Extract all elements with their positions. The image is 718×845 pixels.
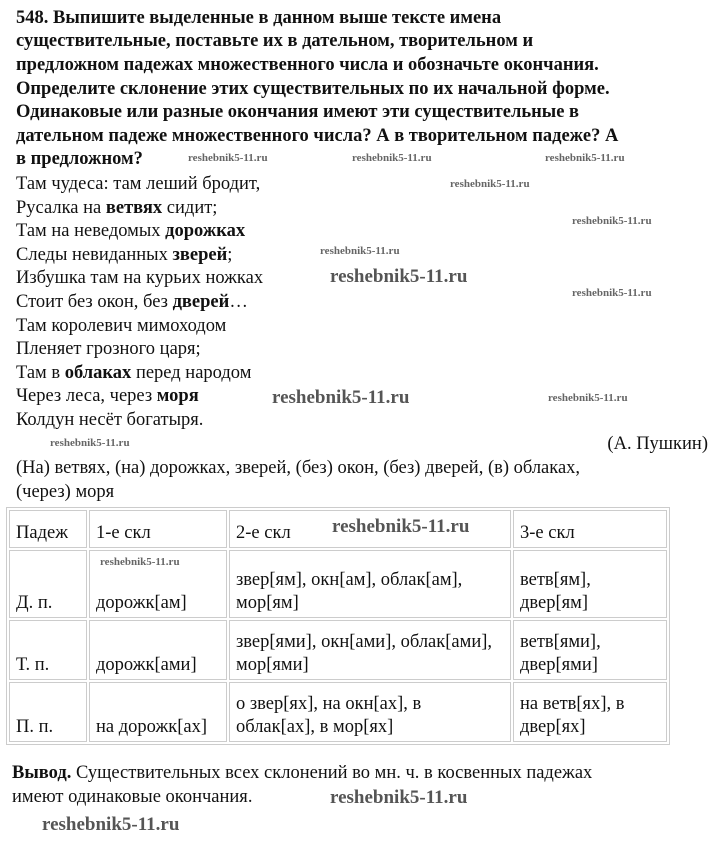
highlighted-word: моря: [156, 386, 199, 407]
declension-table: [6, 507, 670, 745]
header-text: 1-е скл: [96, 523, 151, 543]
conclusion-text: Существительных всех склонений во мн. ч. в косвенных падежах: [71, 763, 593, 783]
poem-text: Там королевич мимоходом: [16, 315, 227, 336]
poem-line: [16, 220, 245, 242]
task-line: существительные, поставьте их в дательном, творительном и: [16, 31, 534, 51]
poem-text: Через леса, через: [16, 386, 157, 407]
cell-text: звер[ям], окн[ам], облак[ам], мор[ям]: [236, 570, 463, 613]
conclusion: [12, 762, 592, 784]
poem-line: [16, 244, 232, 266]
watermark: reshebnik5-11.ru: [545, 152, 625, 164]
poem-line: [16, 197, 217, 219]
watermark: reshebnik5-11.ru: [330, 787, 468, 808]
cell-text: на дорожк[ах]: [96, 717, 207, 737]
poem-text: Пленяет грозного царя;: [16, 339, 201, 360]
cell: [229, 550, 511, 618]
poem-line: [16, 173, 260, 195]
watermark: reshebnik5-11.ru: [572, 287, 652, 299]
cell: [89, 682, 227, 742]
poem-line: [16, 267, 263, 289]
cell-text: ветв[ями], двер[ями]: [520, 632, 601, 675]
watermark: reshebnik5-11.ru: [100, 556, 180, 568]
task-line: дательном падеже множественного числа? А в творительном падеже? А: [16, 126, 619, 146]
cell-text: П. п.: [16, 717, 54, 737]
watermark: reshebnik5-11.ru: [330, 266, 468, 287]
watermark: reshebnik5-11.ru: [188, 152, 268, 164]
poem-text: Там чудеса: там леший бродит,: [16, 174, 261, 194]
conclusion-line2: имеют одинаковые окончания.: [12, 787, 253, 807]
poem-text: Там в: [16, 362, 65, 383]
highlighted-word: дорожках: [165, 221, 246, 242]
poem-line: [16, 315, 226, 337]
poem-line: [16, 362, 251, 384]
watermark: reshebnik5-11.ru: [352, 152, 432, 164]
poem-text: Русалка на: [16, 197, 106, 218]
cell-text: на ветв[ях], в двер[ях]: [520, 694, 625, 737]
header-cell: [513, 510, 667, 548]
poem-line: [16, 409, 203, 431]
author: (А. Пушкин): [607, 434, 708, 454]
watermark: reshebnik5-11.ru: [548, 392, 628, 404]
cell: [9, 620, 87, 680]
watermark: reshebnik5-11.ru: [272, 387, 410, 408]
header-cell: [89, 510, 227, 548]
watermark: reshebnik5-11.ru: [572, 215, 652, 227]
cell-text: дорожк[ам]: [96, 593, 187, 613]
cell: [513, 682, 667, 742]
cell-text: дорожк[ами]: [96, 655, 197, 675]
header-text: Падеж: [16, 523, 68, 543]
poem-text: Там на неведомых: [16, 221, 166, 242]
table-row: [9, 620, 667, 680]
poem-text: Избушка там на курьих ножках: [16, 268, 264, 289]
cell: [229, 620, 511, 680]
answer-line: (через) моря: [16, 482, 115, 502]
task-line: предложном падежах множественного числа и обозначьте окончания.: [16, 55, 599, 75]
watermark: reshebnik5-11.ru: [332, 516, 470, 537]
highlighted-word: дверей: [172, 292, 230, 312]
highlighted-word: зверей: [172, 244, 228, 265]
cell: [229, 682, 511, 742]
watermark: reshebnik5-11.ru: [450, 178, 530, 190]
header-text: 3-е скл: [520, 523, 575, 543]
table-row: [9, 682, 667, 742]
cell: [9, 682, 87, 742]
cell-text: звер[ями], окн[ами], облак[ами], мор[ями]: [236, 632, 493, 675]
cell-text: ветв[ям], двер[ям]: [520, 570, 591, 613]
cell: [89, 620, 227, 680]
watermark: reshebnik5-11.ru: [42, 814, 180, 835]
poem-text: ;: [227, 244, 233, 265]
task-line: Одинаковые или разные окончания имеют эти существительные в: [16, 102, 580, 122]
poem-text: сидит;: [162, 197, 218, 218]
poem-line: [16, 338, 201, 360]
poem-text: Следы невиданных: [16, 244, 173, 265]
highlighted-word: облаках: [64, 362, 132, 383]
watermark: reshebnik5-11.ru: [320, 245, 400, 257]
poem-line: [16, 291, 248, 313]
poem-text: Стоит без окон, без: [16, 292, 173, 312]
cell-text: Т. п.: [16, 655, 50, 675]
conclusion-label: Вывод.: [12, 763, 72, 783]
cell-text: Д. п.: [16, 593, 53, 613]
cell: [513, 550, 667, 618]
cell: [513, 620, 667, 680]
task-line: 548. Выпишите выделенные в данном выше тексте имена: [16, 8, 502, 28]
cell: [9, 550, 87, 618]
poem-line: [16, 385, 199, 407]
answer-line: (На) ветвях, (на) дорожках, зверей, (без) окон, (без) дверей, (в) облаках,: [16, 458, 581, 478]
highlighted-word: ветвях: [105, 197, 163, 218]
header-text: 2-е скл: [236, 523, 291, 543]
poem-text: …: [229, 292, 248, 312]
cell-text: о звер[ях], на окн[ах], в облак[ах], в мор[ях]: [236, 694, 422, 737]
header-cell: [9, 510, 87, 548]
task-line: в предложном?: [16, 149, 143, 169]
poem-text: перед народом: [131, 362, 252, 383]
task-line: Определите склонение этих существительных по их начальной форме.: [16, 79, 610, 99]
poem-text: Колдун несёт богатыря.: [16, 410, 204, 430]
watermark: reshebnik5-11.ru: [50, 437, 130, 449]
